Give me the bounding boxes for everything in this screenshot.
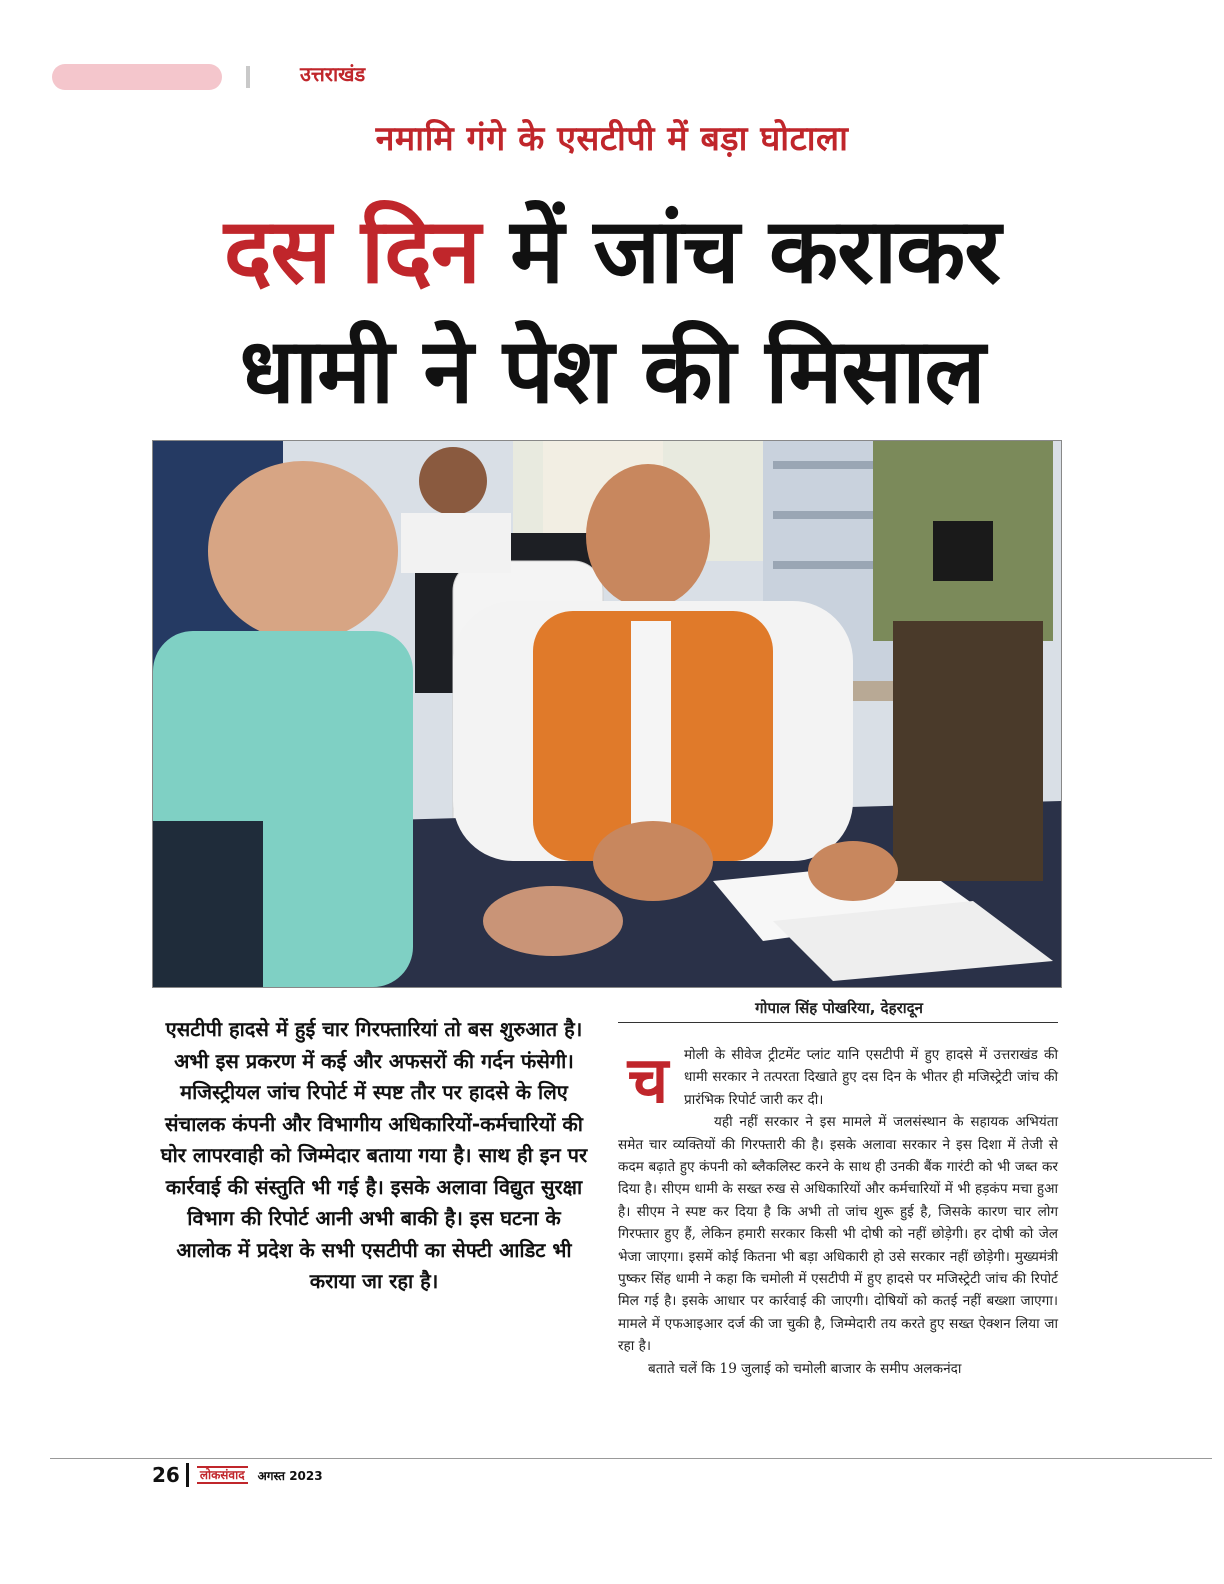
article-kicker: नमामि गंगे के एसटीपी में बड़ा घोटाला <box>375 119 849 159</box>
byline-divider <box>618 1022 1058 1023</box>
section-label: उत्तराखंड <box>300 62 366 86</box>
headline-line-1-rest: में जांच कराकर <box>510 199 1001 304</box>
footer-divider <box>186 1463 189 1487</box>
headline-line-1 <box>0 192 1224 312</box>
section-divider <box>246 66 250 88</box>
article-body <box>618 1044 1058 1380</box>
pull-quote: एसटीपी हादसे में हुई चार गिरफ्तारियां तो बस शुरुआत है। अभी इस प्रकरण में कई और अफसरों की गर्दन फंसेगी। मजिस्ट्रीयल जांच रिपोर्ट में स्पष्ट तौर पर हादसे के लिए संचालक कंपनी और विभागीय अधिकारियों-कर्मचारियों की घोर लापरवाही को जिम्मेदार बताया गया है। साथ ही इन पर कार्रवाई की संस्तुति भी गई है। इसके अलावा विद्युत सुरक्षा विभाग की रिपोर्ट आनी अभी बाकी है। इस घटना के आलोक में प्रदेश के सभी एसटीपी का सेफ्टी आडिट भी कराया जा रहा है। <box>160 1017 588 1293</box>
body-paragraph-1: मोली के सीवेज ट्रीटमेंट प्लांट यानि एसटीपी में हुए हादसे में उत्तराखंड की धामी सरकार ने तत्परता दिखाते हुए दस दिन के भीतर ही मजिस्ट्रेटी जांच की प्रारंभिक रिपोर्ट जारी कर दी। <box>684 1047 1058 1108</box>
page-footer <box>152 1462 323 1488</box>
headline-line-2: धामी ने पेश की मिसाल <box>239 319 985 424</box>
publication-logo: लोकसंवाद <box>197 1466 248 1484</box>
article-headline <box>0 192 1224 432</box>
issue-date: अगस्त 2023 <box>257 1468 323 1483</box>
page-number: 26 <box>152 1463 180 1487</box>
dropcap-letter: च <box>627 1044 669 1118</box>
footer-rule <box>50 1458 1212 1459</box>
body-paragraph-2: यही नहीं सरकार ने इस मामले में जलसंस्थान के सहायक अभियंता समेत चार व्यक्तियों की गिरफ्तारी की है। इसके अलावा सरकार ने इस दिशा में तेजी से कदम बढ़ाते हुए कंपनी को ब्लैकलिस्ट करने के साथ ही उनकी बैंक गारंटी को भी जब्त कर दिया है। सीएम धामी के सख्त रुख से अधिकारियों और कर्मचारियों में भी हड़कंप मचा हुआ है। सीएम ने स्पष्ट कर दिया है कि अभी तो जांच शुरू हुई है, जिसके कारण चार लोग गिरफ्तार हुए हैं, लेकिन हमारी सरकार किसी भी दोषी को नहीं छोड़ेगी। हर दोषी को जेल भेजा जाएगा। इसमें कोई कितना भी बड़ा अधिकारी हो उसे सरकार नहीं छोड़ेगी। मुख्यमंत्री पुष्कर सिंह धामी ने कहा कि चमोली में एसटीपी में हुए हादसे पर मजिस्ट्रेटी जांच की रिपोर्ट मिल गई है। इसके आधार पर कार्रवाई की जाएगी। दोषियों को कतई नहीं बख्शा जाएगा। मामले में एफआइआर दर्ज की जा चुकी है, जिम्मेदारी तय करते हुए सख्त ऐक्शन लिया जा रहा है। <box>618 1114 1058 1355</box>
body-paragraph-3: बताते चलें कि 19 जुलाई को चमोली बाजार के समीप अलकनंदा <box>648 1360 962 1377</box>
article-byline: गोपाल सिंह पोखरिया, देहरादून <box>755 999 923 1017</box>
headline-highlight: दस दिन <box>223 199 480 304</box>
section-pill <box>52 64 222 90</box>
article-photo <box>152 440 1062 988</box>
